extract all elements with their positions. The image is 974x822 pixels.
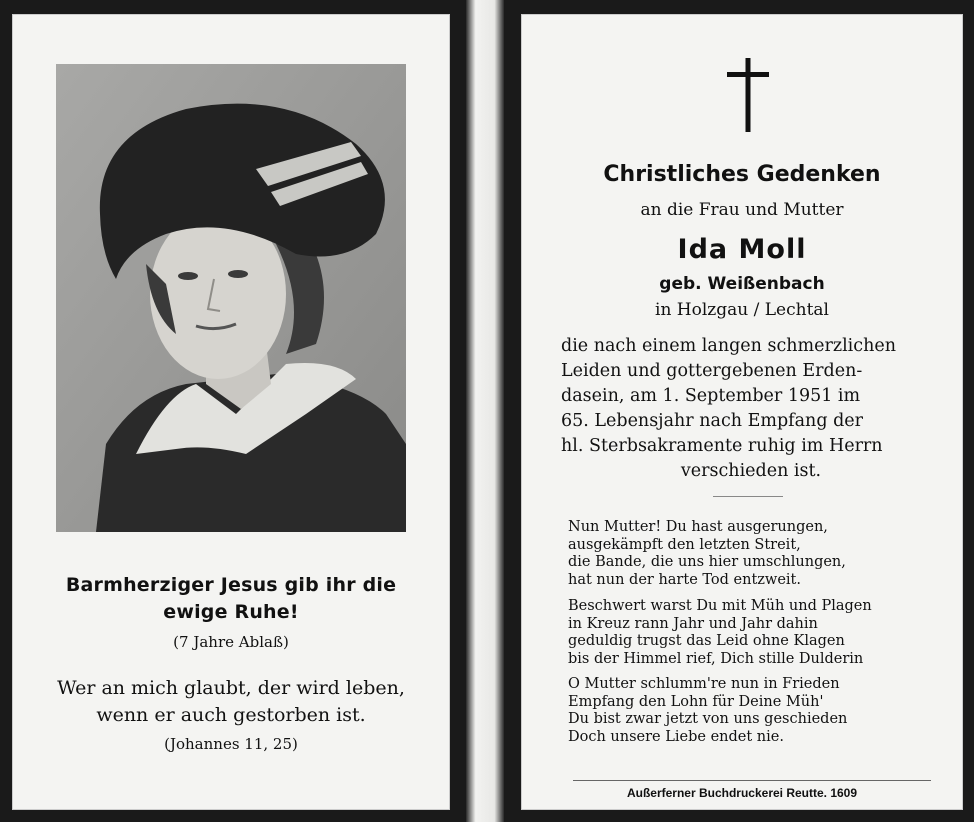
poem-stanza-3 <box>568 676 948 746</box>
prayer-line-2: ewige Ruhe! <box>163 601 299 623</box>
printer-imprint: Außerferner Buchdruckerei Reutte. 1609 <box>626 786 858 800</box>
obituary-line: Leiden und gottergebenen Erden- <box>561 361 863 381</box>
poem-line: ausgekämpft den letzten Streit, <box>568 536 801 553</box>
poem-line: bis der Himmel rief, Dich stille Dulderin <box>568 650 864 667</box>
obituary-line: die nach einem langen schmerzlichen <box>561 336 896 356</box>
poem-line: Doch unsere Liebe endet nie. <box>568 728 784 745</box>
right-card <box>521 14 963 810</box>
printer-rule <box>573 780 931 781</box>
verse-line-2: wenn er auch gestorben ist. <box>96 704 366 726</box>
poem-line: in Kreuz rann Jahr und Jahr dahin <box>568 615 818 632</box>
bible-verse <box>12 675 450 729</box>
poem-stanza-1 <box>568 519 948 589</box>
obituary-line: dasein, am 1. September 1951 im <box>561 386 861 406</box>
indulgence-note: (7 Jahre Ablaß) <box>173 633 289 651</box>
poem-line: hat nun der harte Tod entzweit. <box>568 571 801 588</box>
verse-reference: (Johannes 11, 25) <box>164 735 298 753</box>
poem-line: Beschwert warst Du mit Müh und Plagen <box>568 598 872 614</box>
portrait-photo <box>56 64 406 532</box>
left-card <box>12 14 450 810</box>
obituary-text <box>561 334 941 484</box>
obituary-line: 65. Lebensjahr nach Empfang der <box>561 411 864 431</box>
memorial-subtitle: an die Frau und Mutter <box>640 200 844 220</box>
divider <box>713 496 783 497</box>
prayer-line-1: Barmherziger Jesus gib ihr die <box>65 574 397 596</box>
poem-line: die Bande, die uns hier umschlungen, <box>568 554 846 570</box>
poem-line: Du bist zwar jetzt von uns geschieden <box>568 711 848 727</box>
obituary-line: verschieden ist. <box>680 461 822 481</box>
poem-stanza-2 <box>568 598 948 668</box>
obituary-line: hl. Sterbsakramente ruhig im Herrn <box>561 436 883 456</box>
poem-line: Empfang den Lohn für Deine Müh' <box>568 693 824 710</box>
verse-line-1: Wer an mich glaubt, der wird leben, <box>57 677 405 699</box>
memorial-title: Christliches Gedenken <box>603 162 881 187</box>
poem-line: O Mutter schlumm're nun in Frieden <box>568 676 840 692</box>
deceased-name: Ida Moll <box>677 234 807 265</box>
maiden-name: geb. Weißenbach <box>659 274 825 294</box>
portrait-image <box>56 64 406 532</box>
residence: in Holzgau / Lechtal <box>655 300 829 320</box>
poem-line: geduldig trugst das Leid ohne Klagen <box>568 633 845 649</box>
poem-line: Nun Mutter! Du hast ausgerungen, <box>568 519 828 535</box>
cross-icon <box>727 58 769 132</box>
card-fold <box>466 0 504 822</box>
prayer-text <box>12 572 450 626</box>
